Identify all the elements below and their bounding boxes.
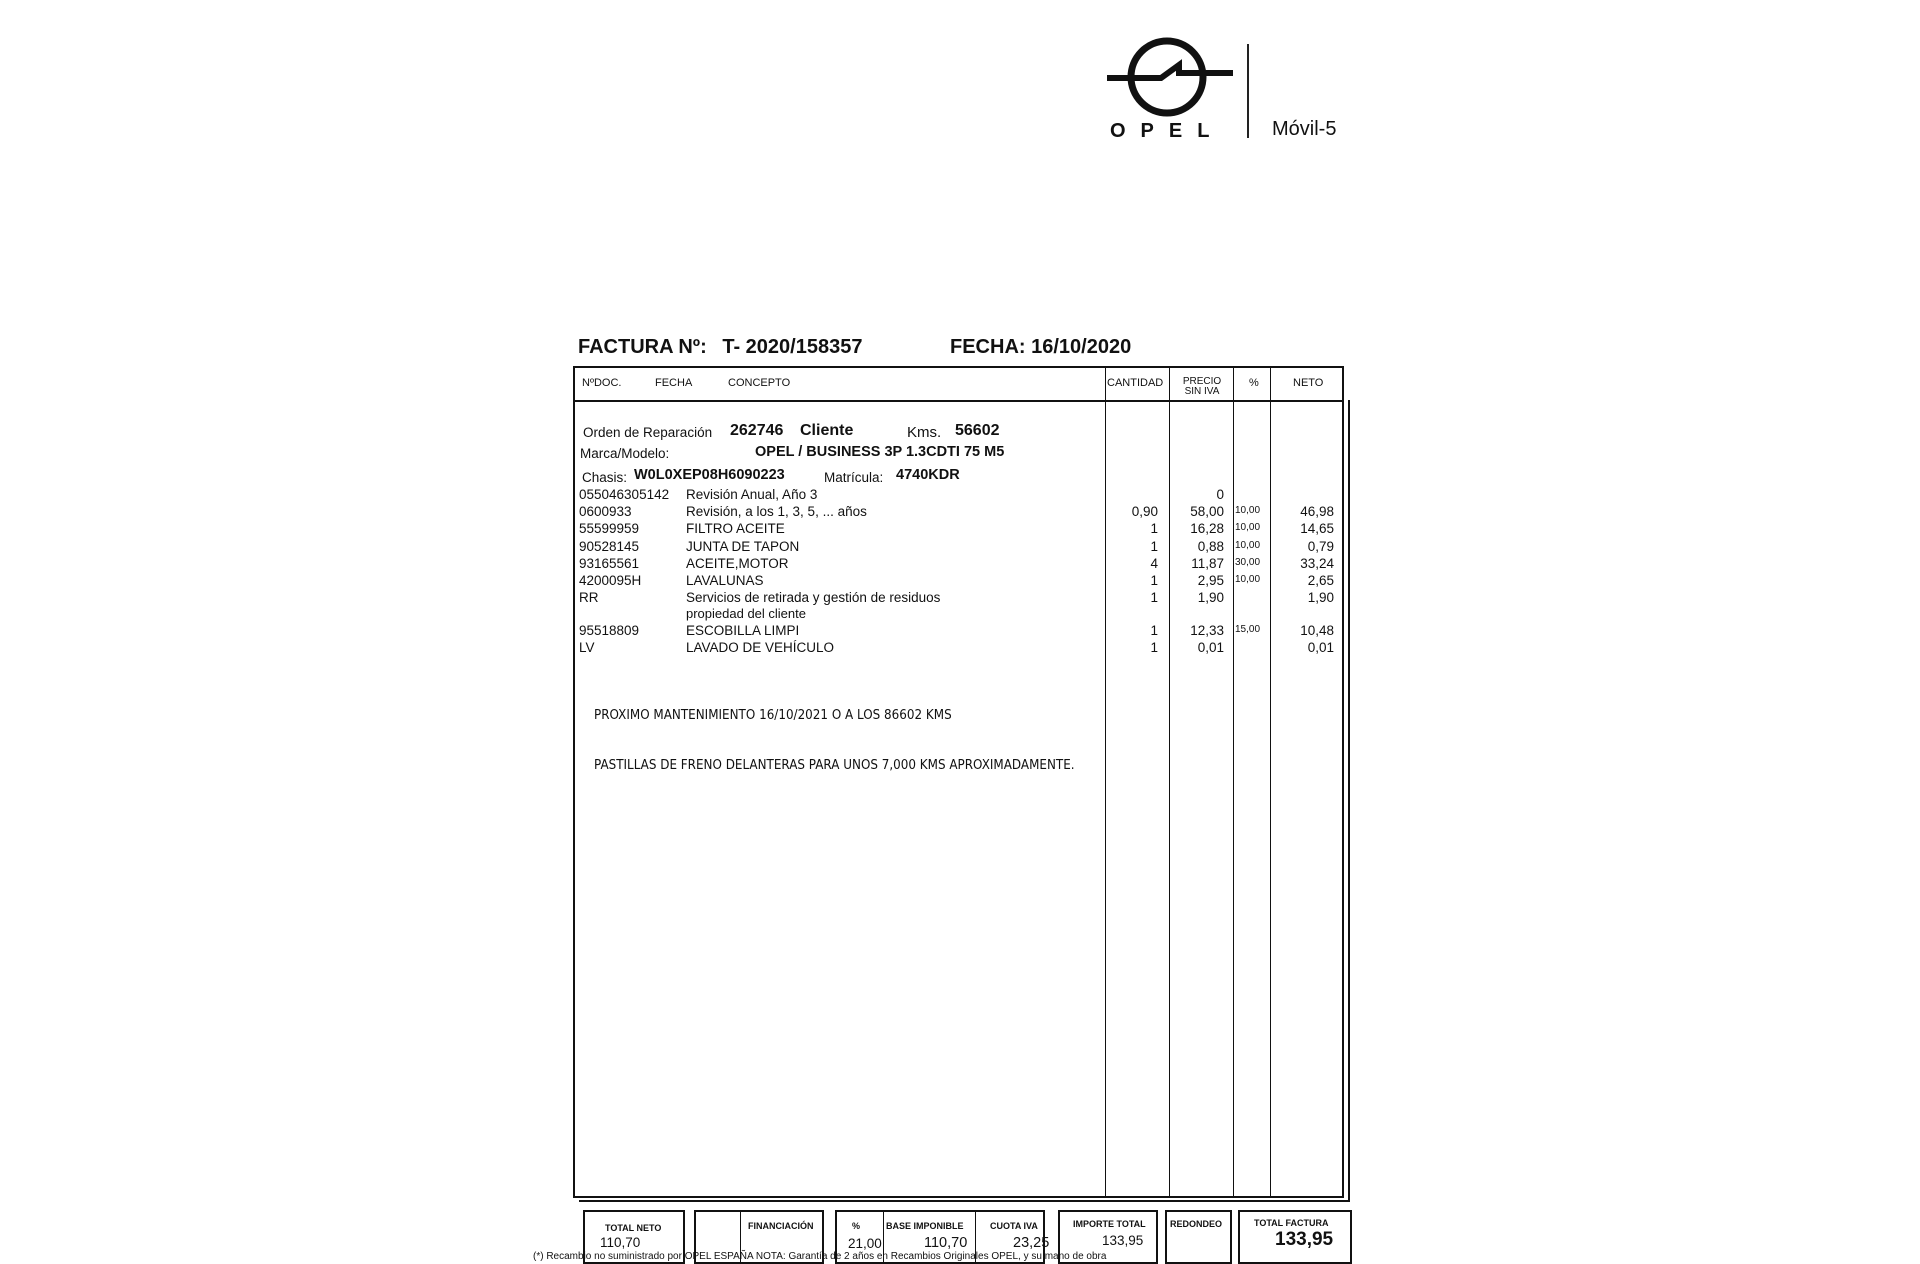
line-qty: 1 bbox=[1150, 573, 1158, 588]
line-qty: 1 bbox=[1150, 538, 1158, 554]
chassis-label: Chasis: bbox=[582, 470, 628, 485]
line-desc: Revisión, a los 1, 3, 5, ... años bbox=[686, 504, 867, 520]
opel-logo-icon bbox=[1105, 37, 1235, 125]
header-precio-line2: SIN IVA bbox=[1184, 386, 1220, 397]
header-cantidad: CANTIDAD bbox=[1107, 377, 1164, 389]
total-factura-label: TOTAL FACTURA bbox=[1254, 1218, 1329, 1228]
line-desc: ACEITE,MOTOR bbox=[686, 555, 789, 571]
line-ref: 055046305142 bbox=[579, 487, 670, 502]
line-desc: Servicios de retirada y gestión de residuos bbox=[686, 590, 941, 606]
line-pct: 10,00 bbox=[1235, 539, 1261, 551]
chassis-value: W0L0XEP08H6090223 bbox=[634, 467, 785, 483]
line-price: 12,33 bbox=[1190, 623, 1224, 639]
base-value: 110,70 bbox=[924, 1235, 968, 1251]
line-net: 1,90 bbox=[1307, 590, 1334, 606]
date-value: 16/10/2020 bbox=[1031, 336, 1132, 358]
kms-label: Kms. bbox=[907, 424, 942, 441]
line-qty: 1 bbox=[1150, 623, 1158, 639]
note-brake-pads: PASTILLAS DE FRENO DELANTERAS PARA UNOS 7,000 KMS APROXIMADAMENTE. bbox=[594, 758, 1075, 773]
pct-label: % bbox=[852, 1221, 861, 1231]
line-net: 33,24 bbox=[1300, 555, 1334, 571]
line-desc-2: propiedad del cliente bbox=[686, 605, 806, 621]
header-precio-line1: PRECIO bbox=[1182, 376, 1222, 387]
line-pct: 10,00 bbox=[1235, 574, 1261, 585]
line-net: 46,98 bbox=[1300, 504, 1334, 520]
total-neto-value: 110,70 bbox=[600, 1235, 641, 1250]
line-desc: FILTRO ACEITE bbox=[686, 521, 785, 537]
header-doc: NºDOC. bbox=[582, 377, 622, 389]
total-neto-label: TOTAL NETO bbox=[605, 1223, 662, 1233]
line-ref: 4200095H bbox=[579, 573, 642, 588]
footer-note: (*) Recambio no suministrado por OPEL ESPAÑA NOTA: Garantía de 2 años en Recambios Originales OPEL, y su mano de obra bbox=[533, 1251, 1107, 1262]
line-price: 2,95 bbox=[1197, 573, 1224, 588]
opel-wordmark: OPEL bbox=[1110, 120, 1225, 142]
line-ref: 55599959 bbox=[579, 521, 640, 537]
line-price: 1,90 bbox=[1197, 590, 1224, 606]
line-ref: 95518809 bbox=[579, 623, 640, 639]
invoice-number: T- 2020/158357 bbox=[722, 336, 863, 358]
order-label: Orden de Reparación bbox=[583, 425, 713, 440]
line-net: 2,65 bbox=[1307, 573, 1334, 588]
order-number: 262746 bbox=[730, 422, 784, 439]
line-pct: 10,00 bbox=[1235, 505, 1261, 517]
base-label: BASE IMPONIBLE bbox=[886, 1221, 964, 1231]
header-concepto: CONCEPTO bbox=[728, 377, 791, 389]
line-pct: 10,00 bbox=[1235, 522, 1261, 534]
plate-label: Matrícula: bbox=[824, 470, 884, 485]
line-pct: 15,00 bbox=[1235, 624, 1261, 636]
model-label: Marca/Modelo: bbox=[580, 446, 670, 461]
line-net: 0,79 bbox=[1307, 538, 1334, 554]
line-qty: 1 bbox=[1150, 640, 1158, 656]
logo-divider bbox=[1247, 44, 1249, 138]
line-desc: ESCOBILLA LIMPI bbox=[686, 623, 800, 639]
line-desc: LAVADO DE VEHÍCULO bbox=[686, 640, 835, 656]
plate-value: 4740KDR bbox=[896, 467, 960, 483]
line-net: 10,48 bbox=[1300, 623, 1334, 639]
col-divider-cantidad bbox=[1105, 366, 1106, 1198]
line-ref: 0600933 bbox=[579, 504, 632, 520]
model-value: OPEL / BUSINESS 3P 1.3CDTI 75 M5 bbox=[755, 444, 1005, 460]
total-factura-value: 133,95 bbox=[1275, 1229, 1334, 1250]
cuota-label: CUOTA IVA bbox=[990, 1221, 1038, 1231]
line-ref: LV bbox=[579, 640, 595, 656]
line-ref: 90528145 bbox=[579, 538, 640, 554]
header-neto: NETO bbox=[1293, 377, 1324, 389]
line-price: 0,01 bbox=[1197, 640, 1224, 656]
invoice-header bbox=[578, 336, 862, 359]
header-precio bbox=[1171, 377, 1233, 397]
line-net: 0,01 bbox=[1307, 640, 1334, 656]
line-desc: JUNTA DE TAPON bbox=[686, 538, 800, 554]
line-desc: LAVALUNAS bbox=[686, 573, 764, 588]
invoice-label: FACTURA Nº: bbox=[578, 336, 707, 358]
note-next-maintenance: PROXIMO MANTENIMIENTO 16/10/2021 O A LOS 86602 KMS bbox=[594, 708, 952, 723]
client-label: Cliente bbox=[800, 422, 854, 439]
line-qty: 4 bbox=[1150, 555, 1158, 571]
col-divider-neto bbox=[1270, 366, 1271, 1198]
date-label: FECHA: bbox=[950, 336, 1026, 358]
date-header bbox=[950, 336, 1131, 359]
line-net: 14,65 bbox=[1300, 521, 1334, 537]
line-qty: 0,90 bbox=[1131, 504, 1158, 520]
line-ref: 93165561 bbox=[579, 555, 640, 571]
redondeo-label: REDONDEO bbox=[1170, 1219, 1223, 1229]
line-price: 16,28 bbox=[1190, 521, 1224, 537]
line-qty: 1 bbox=[1150, 521, 1158, 537]
kms-value: 56602 bbox=[955, 422, 1000, 439]
cuota-value: 23,25 bbox=[1013, 1235, 1050, 1251]
line-pct: 30,00 bbox=[1235, 556, 1261, 568]
line-price: 0 bbox=[1216, 487, 1224, 502]
line-qty: 1 bbox=[1150, 590, 1158, 606]
dealer-name: Móvil-5 bbox=[1272, 118, 1337, 140]
importe-label: IMPORTE TOTAL bbox=[1073, 1219, 1146, 1229]
financiacion-label: FINANCIACIÓN bbox=[748, 1221, 814, 1231]
line-ref: RR bbox=[579, 590, 599, 606]
importe-value: 133,95 bbox=[1102, 1233, 1144, 1248]
line-price: 11,87 bbox=[1191, 555, 1224, 571]
invoice-table-shadow bbox=[579, 400, 1350, 1202]
header-fecha: FECHA bbox=[655, 377, 693, 389]
col-divider-pct bbox=[1233, 366, 1234, 1198]
header-pct: % bbox=[1249, 377, 1259, 389]
line-price: 58,00 bbox=[1190, 504, 1224, 520]
line-price: 0,88 bbox=[1197, 538, 1224, 554]
pct-value: 21,00 bbox=[848, 1236, 882, 1251]
line-desc: Revisión Anual, Año 3 bbox=[686, 487, 818, 502]
